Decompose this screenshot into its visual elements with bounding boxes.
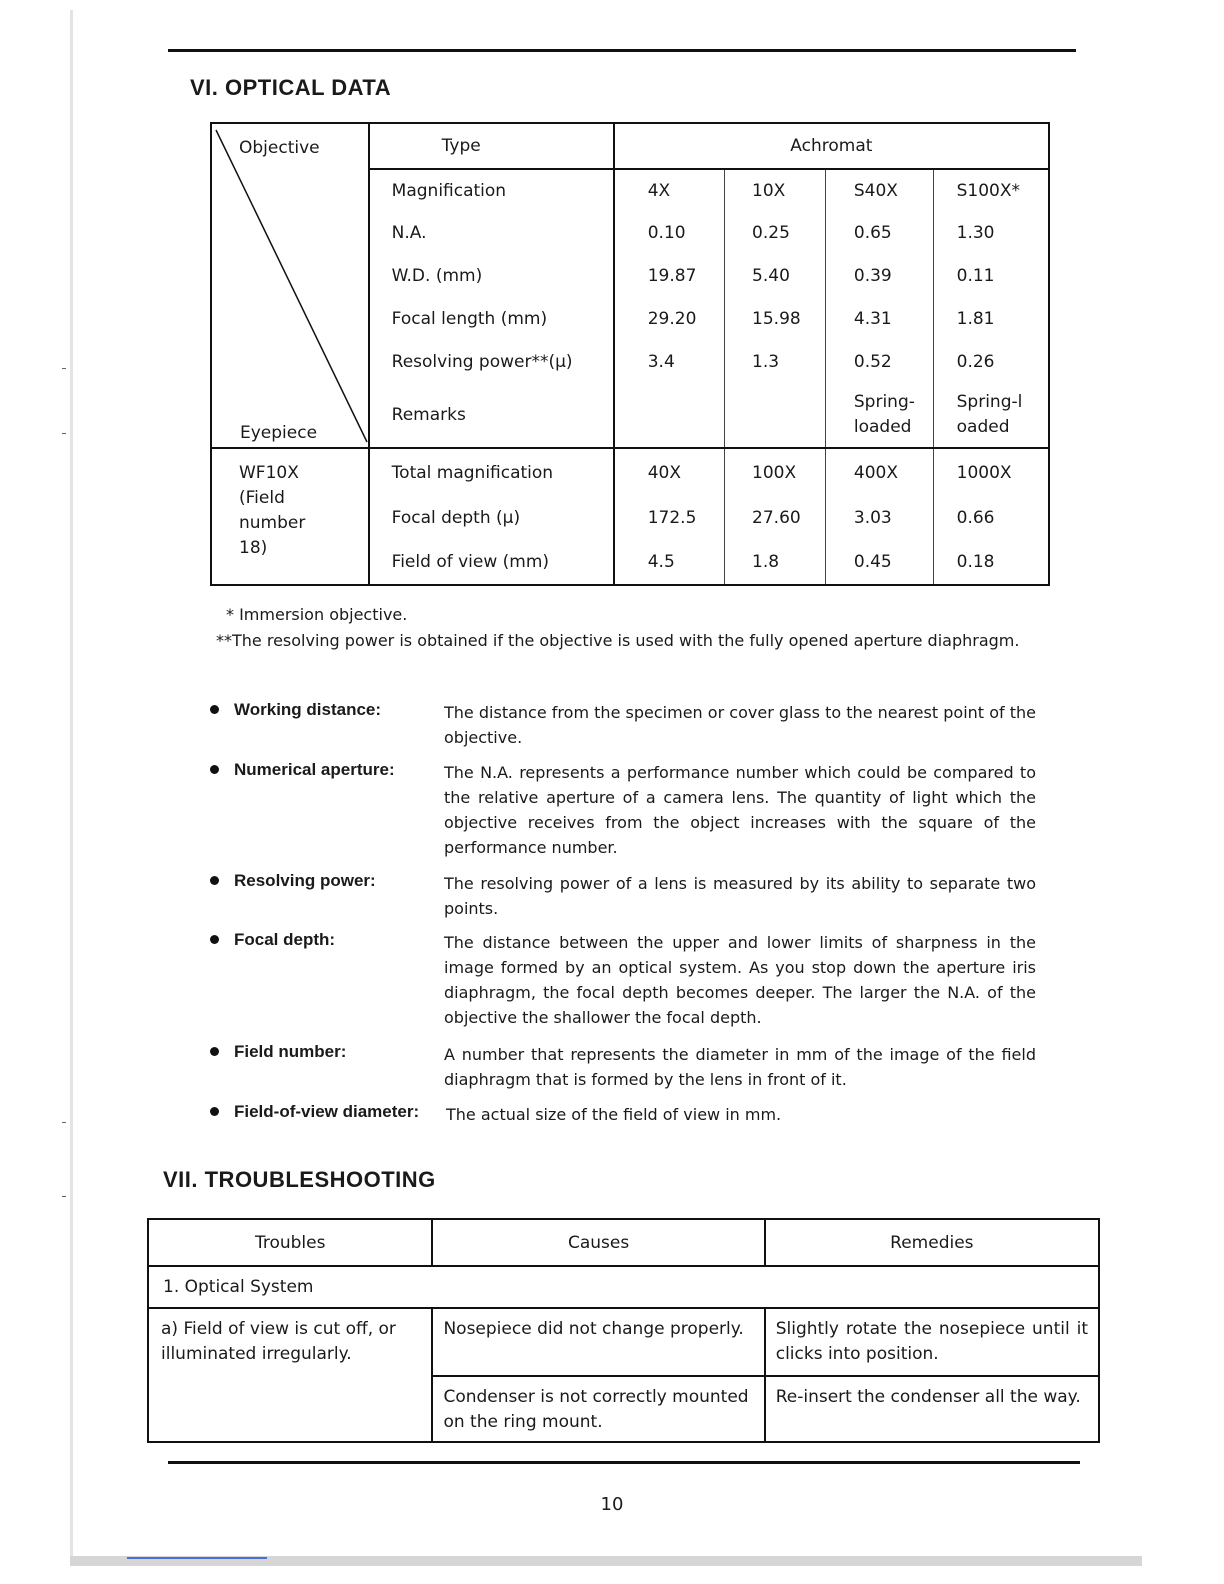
table-row (211, 123, 1049, 169)
definition-text: The distance from the specimen or cover glass to the nearest point of the objective. (444, 703, 1036, 747)
cell-value: 4.5 (614, 540, 725, 585)
cell-value: 40X (614, 448, 725, 496)
term-text: Working distance: (234, 700, 382, 719)
row-label: W.D. (mm) (369, 255, 614, 298)
edge-mark (62, 433, 66, 434)
definition-term (210, 1102, 419, 1122)
cell-value: 29.20 (614, 298, 725, 341)
term-text: Resolving power: (234, 871, 376, 890)
definition-term (210, 871, 376, 891)
optical-data-table (210, 122, 1050, 586)
remedy-text: Slightly rotate the nosepiece until it clicks into position. (765, 1308, 1099, 1376)
header-remedies: Remedies (765, 1219, 1099, 1266)
row-label: Remarks (369, 383, 614, 448)
term-text: Field-of-view diameter: (234, 1102, 420, 1121)
definition-text: The N.A. represents a performance number which could be compared to the relative aperture of a camera lens. The quantity of light which the objective receives from the object increases with the square of the performance number. (444, 763, 1036, 857)
cell-value: Spring-loaded (825, 383, 933, 448)
section-title-troubleshooting: VII. TROUBLESHOOTING (163, 1167, 436, 1192)
cell-value: 3.03 (825, 497, 933, 540)
edge-mark (62, 368, 66, 369)
definition-text: The actual size of the field of view in mm. (446, 1105, 782, 1124)
definition-term (210, 1042, 346, 1062)
cause-text: Nosepiece did not change properly. (432, 1308, 764, 1376)
cell-value: 0.45 (825, 540, 933, 585)
edge-mark (62, 1122, 66, 1123)
cell-value: 0.65 (825, 212, 933, 254)
bullet-icon (210, 705, 219, 714)
cell-value: Spring-loaded (933, 383, 1049, 448)
type-value: Achromat (614, 123, 1049, 169)
definition-term (210, 760, 395, 780)
cell-value: 3.4 (614, 341, 725, 383)
type-label: Type (369, 123, 614, 169)
group-label: 1. Optical System (148, 1266, 1099, 1308)
bullet-icon (210, 876, 219, 885)
top-rule (168, 49, 1076, 52)
header-troubles: Troubles (148, 1219, 432, 1266)
table-row (148, 1308, 1099, 1376)
diagonal-line (212, 124, 370, 448)
cell-value: 0.25 (725, 212, 826, 254)
cause-text: Condenser is not correctly mounted on the ring mount. (432, 1376, 764, 1442)
cell-value: S40X (825, 169, 933, 212)
row-label: Resolving power**(μ) (369, 341, 614, 383)
scan-edge-mark (127, 1557, 267, 1559)
cell-value (725, 383, 826, 448)
troubleshooting-table (147, 1218, 1100, 1443)
bullet-icon (210, 765, 219, 774)
cell-value: 0.26 (933, 341, 1049, 383)
definition-text: The resolving power of a lens is measured by its ability to separate two points. (444, 874, 1036, 918)
row-label: N.A. (369, 212, 614, 254)
header-causes: Causes (432, 1219, 764, 1266)
cell-value: 1000X (933, 448, 1049, 496)
term-text: Field number: (234, 1042, 347, 1061)
cell-value: S100X* (933, 169, 1049, 212)
cell-value: 4.31 (825, 298, 933, 341)
cell-value: 0.10 (614, 212, 725, 254)
definition-term (210, 930, 335, 950)
cell-value: 1.30 (933, 212, 1049, 254)
bullet-icon (210, 1107, 219, 1116)
cell-value: 400X (825, 448, 933, 496)
cell-value: 1.8 (725, 540, 826, 585)
corner-cell (211, 123, 369, 448)
cell-value: 19.87 (614, 255, 725, 298)
row-label: Focal length (mm) (369, 298, 614, 341)
definition-text: The distance between the upper and lower limits of sharpness in the image formed by an optical system. As you stop down the aperture iris diaphragm, the focal depth becomes deeper. The larger the N.A. of the objective the shallower the focal depth. (444, 933, 1036, 1027)
bottom-rule (168, 1461, 1080, 1464)
footnote-immersion: * Immersion objective. (226, 605, 408, 624)
definition-text: A number that represents the diameter in mm of the image of the field diaphragm that is formed by the lens in front of it. (444, 1045, 1036, 1089)
table-header-row (148, 1219, 1099, 1266)
cell-value: 0.66 (933, 497, 1049, 540)
eyepiece-cell: WF10X (Field number 18) (211, 448, 369, 585)
cell-value: 15.98 (725, 298, 826, 341)
corner-label-eyepiece: Eyepiece (240, 423, 318, 444)
cell-value: 0.11 (933, 255, 1049, 298)
trouble-description: a) Field of view is cut off, or illuminated irregularly. (148, 1308, 432, 1442)
term-text: Focal depth: (234, 930, 336, 949)
cell-value: 5.40 (725, 255, 826, 298)
cell-value: 100X (725, 448, 826, 496)
bullet-icon (210, 935, 219, 944)
cell-value: 172.5 (614, 497, 725, 540)
cell-value: 1.81 (933, 298, 1049, 341)
cell-value: 10X (725, 169, 826, 212)
cell-value: 0.39 (825, 255, 933, 298)
row-label: Magnification (369, 169, 614, 212)
row-label: Total magnification (369, 448, 614, 496)
cell-value: 27.60 (725, 497, 826, 540)
row-label: Field of view (mm) (369, 540, 614, 585)
row-label: Focal depth (μ) (369, 497, 614, 540)
cell-value: 4X (614, 169, 725, 212)
bullet-icon (210, 1047, 219, 1056)
cell-value: 0.18 (933, 540, 1049, 585)
section-title-optical: VI. OPTICAL DATA (190, 75, 392, 100)
footnote-resolving: **The resolving power is obtained if the objective is used with the fully opened aperture diaphragm. (216, 631, 1020, 650)
table-row (148, 1266, 1099, 1308)
page-number: 10 (600, 1494, 624, 1515)
edge-mark (62, 1196, 66, 1197)
term-text: Numerical aperture: (234, 760, 395, 779)
cell-value (614, 383, 725, 448)
definition-term (210, 700, 381, 720)
cell-value: 1.3 (725, 341, 826, 383)
corner-label-objective: Objective (239, 138, 320, 158)
cell-value: 0.52 (825, 341, 933, 383)
remedy-text: Re-insert the condenser all the way. (765, 1376, 1099, 1442)
table-row (211, 448, 1049, 496)
